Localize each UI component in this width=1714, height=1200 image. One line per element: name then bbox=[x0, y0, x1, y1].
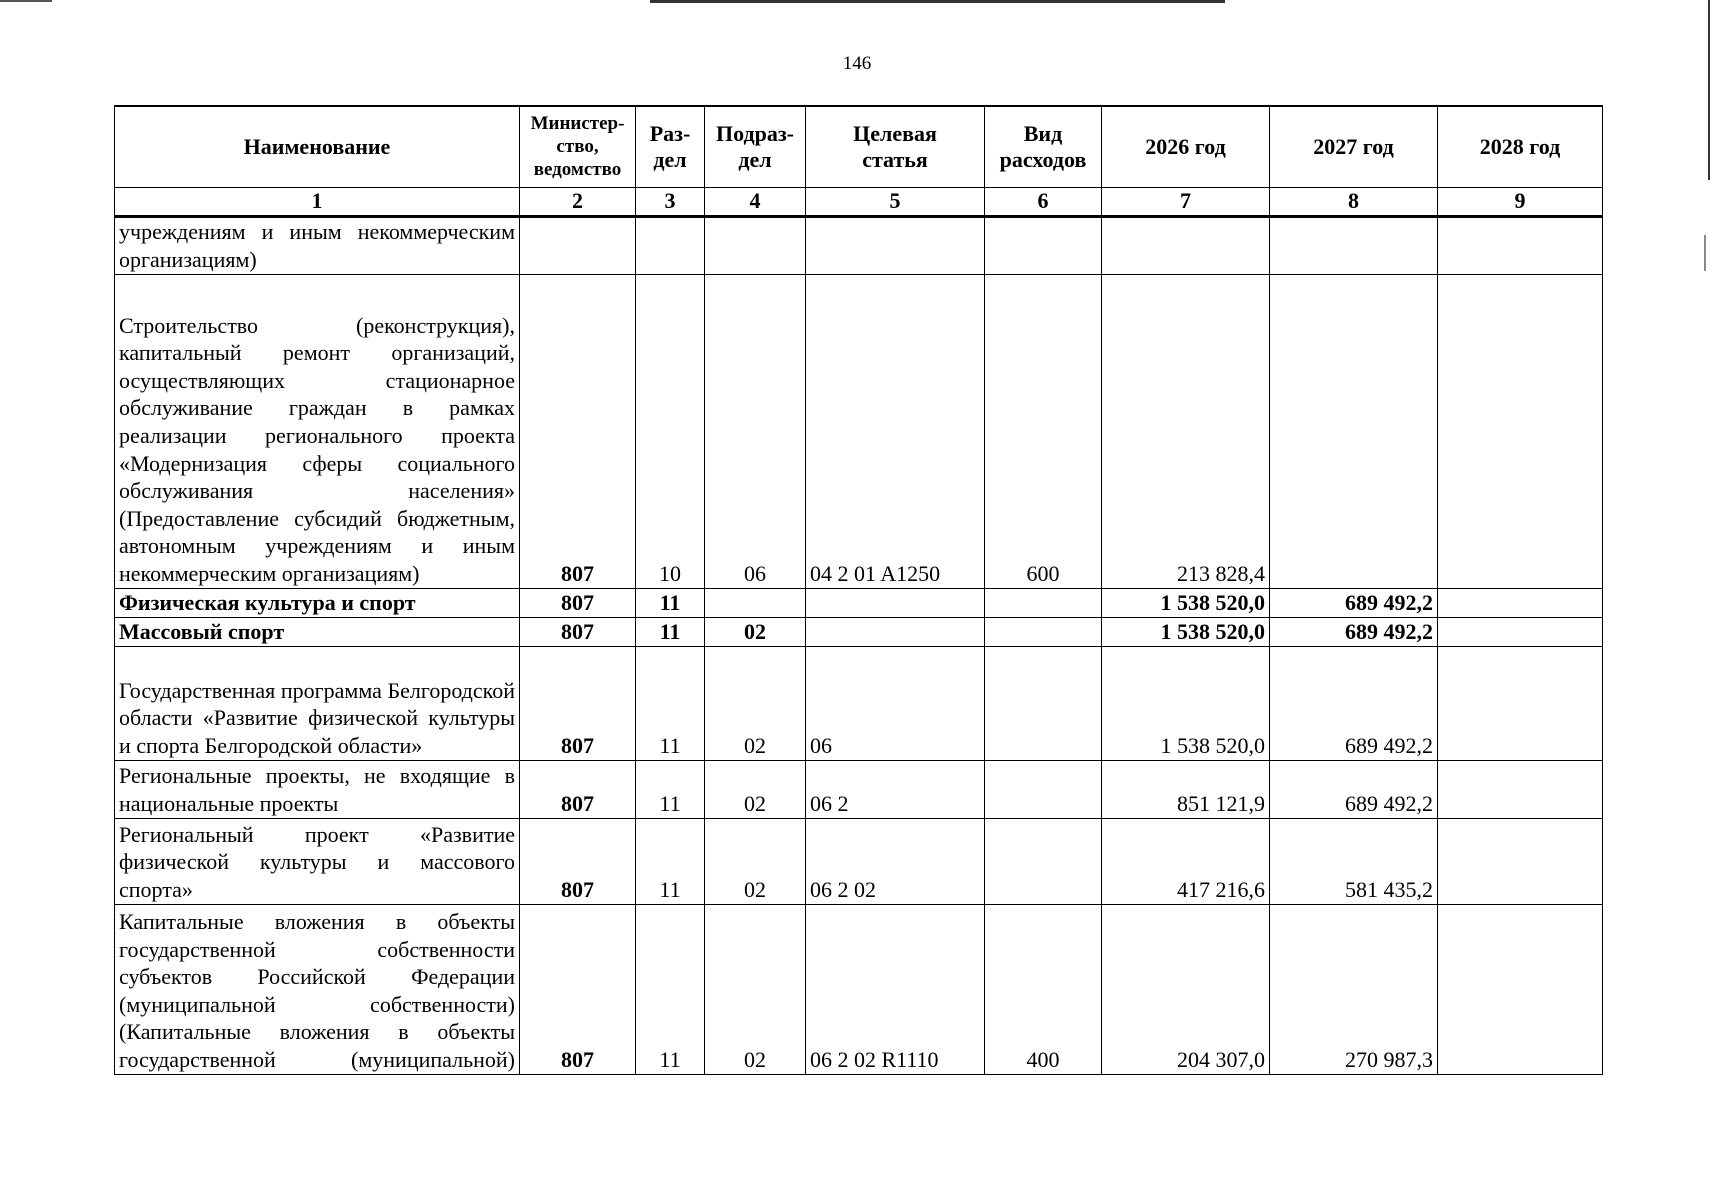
row-year-2026: 1 538 520,0 bbox=[1102, 588, 1270, 617]
column-number: 6 bbox=[985, 187, 1102, 216]
column-number: 1 bbox=[115, 187, 520, 216]
row-name: Массовый спорт bbox=[115, 617, 520, 646]
row-section: 10 bbox=[636, 274, 705, 588]
table-row bbox=[115, 617, 1603, 646]
row-year-2028 bbox=[1438, 274, 1603, 588]
row-ministry: 807 bbox=[520, 904, 636, 1074]
row-year-2026 bbox=[1102, 216, 1270, 274]
row-expense-kind bbox=[985, 588, 1102, 617]
row-subsection: 06 bbox=[705, 274, 806, 588]
row-section: 11 bbox=[636, 904, 705, 1074]
header-name: Наименование bbox=[115, 106, 520, 187]
header-year-2027: 2027 год bbox=[1270, 106, 1438, 187]
row-year-2028 bbox=[1438, 216, 1603, 274]
row-target-article bbox=[806, 617, 985, 646]
row-target-article: 06 2 02 R1110 bbox=[806, 904, 985, 1074]
row-year-2027: 689 492,2 bbox=[1270, 760, 1438, 818]
header-row bbox=[115, 106, 1603, 187]
row-expense-kind bbox=[985, 818, 1102, 904]
row-target-article: 06 bbox=[806, 646, 985, 760]
row-target-article: 04 2 01 A1250 bbox=[806, 274, 985, 588]
row-year-2026: 204 307,0 bbox=[1102, 904, 1270, 1074]
row-year-2026: 1 538 520,0 bbox=[1102, 646, 1270, 760]
row-year-2026: 417 216,6 bbox=[1102, 818, 1270, 904]
row-ministry bbox=[520, 216, 636, 274]
row-year-2027: 689 492,2 bbox=[1270, 646, 1438, 760]
row-subsection bbox=[705, 216, 806, 274]
row-section: 11 bbox=[636, 760, 705, 818]
row-name: Капитальные вложения в объекты государственной собственности субъектов Российской Федерации (муниципальной собственности) (Капитальные вложения в объекты государственной (муниципальной) bbox=[115, 904, 520, 1074]
table-row bbox=[115, 274, 1603, 588]
row-year-2028 bbox=[1438, 760, 1603, 818]
header-expense-kind: Вид расходов bbox=[985, 106, 1102, 187]
row-year-2027 bbox=[1270, 216, 1438, 274]
table-row bbox=[115, 760, 1603, 818]
row-subsection: 02 bbox=[705, 617, 806, 646]
row-year-2026: 1 538 520,0 bbox=[1102, 617, 1270, 646]
row-subsection bbox=[705, 588, 806, 617]
table-row bbox=[115, 904, 1603, 1074]
header-ministry: Министер- ство, ведомство bbox=[520, 106, 636, 187]
row-section: 11 bbox=[636, 646, 705, 760]
header-section: Раз- дел bbox=[636, 106, 705, 187]
column-number: 2 bbox=[520, 187, 636, 216]
row-section bbox=[636, 216, 705, 274]
column-number-row bbox=[115, 187, 1603, 216]
row-target-article bbox=[806, 588, 985, 617]
scan-artifact-line bbox=[0, 0, 52, 2]
column-number: 9 bbox=[1438, 187, 1603, 216]
budget-table bbox=[114, 105, 1603, 1075]
row-ministry: 807 bbox=[520, 274, 636, 588]
column-number: 5 bbox=[806, 187, 985, 216]
page-number: 146 bbox=[842, 53, 872, 74]
row-ministry: 807 bbox=[520, 588, 636, 617]
table-row bbox=[115, 588, 1603, 617]
row-expense-kind: 600 bbox=[985, 274, 1102, 588]
row-year-2028 bbox=[1438, 646, 1603, 760]
row-name: Региональный проект «Развитие физической культуры и массового спорта» bbox=[115, 818, 520, 904]
row-year-2027: 270 987,3 bbox=[1270, 904, 1438, 1074]
row-subsection: 02 bbox=[705, 904, 806, 1074]
row-ministry: 807 bbox=[520, 760, 636, 818]
row-year-2027: 689 492,2 bbox=[1270, 588, 1438, 617]
header-year-2026: 2026 год bbox=[1102, 106, 1270, 187]
column-number: 4 bbox=[705, 187, 806, 216]
row-year-2028 bbox=[1438, 588, 1603, 617]
row-ministry: 807 bbox=[520, 617, 636, 646]
row-name: Строительство (реконструкция), капитальный ремонт организаций, осуществляющих стационарное обслуживание граждан в рамках реализации регионального проекта «Модернизация сферы социального обслуживания населения» (Предоставление субсидий бюджетным, автономным учреждениям и иным некоммерческим организациям) bbox=[115, 274, 520, 588]
header-target-article: Целевая статья bbox=[806, 106, 985, 187]
row-expense-kind bbox=[985, 617, 1102, 646]
row-year-2027: 689 492,2 bbox=[1270, 617, 1438, 646]
row-year-2027: 581 435,2 bbox=[1270, 818, 1438, 904]
row-year-2026: 213 828,4 bbox=[1102, 274, 1270, 588]
row-ministry: 807 bbox=[520, 646, 636, 760]
row-target-article: 06 2 02 bbox=[806, 818, 985, 904]
row-section: 11 bbox=[636, 617, 705, 646]
row-target-article bbox=[806, 216, 985, 274]
row-year-2028 bbox=[1438, 818, 1603, 904]
scan-artifact-line bbox=[650, 0, 1225, 3]
row-section: 11 bbox=[636, 588, 705, 617]
row-section: 11 bbox=[636, 818, 705, 904]
row-ministry: 807 bbox=[520, 818, 636, 904]
column-number: 3 bbox=[636, 187, 705, 216]
table-row bbox=[115, 818, 1603, 904]
row-year-2026: 851 121,9 bbox=[1102, 760, 1270, 818]
row-expense-kind bbox=[985, 760, 1102, 818]
row-subsection: 02 bbox=[705, 646, 806, 760]
table-row bbox=[115, 646, 1603, 760]
column-number: 7 bbox=[1102, 187, 1270, 216]
header-subsection: Подраз- дел bbox=[705, 106, 806, 187]
row-name: Государственная программа Белгородской области «Развитие физической культуры и спорта Белгородской области» bbox=[115, 646, 520, 760]
row-year-2027 bbox=[1270, 274, 1438, 588]
column-number: 8 bbox=[1270, 187, 1438, 216]
row-expense-kind bbox=[985, 216, 1102, 274]
header-year-2028: 2028 год bbox=[1438, 106, 1603, 187]
row-name: Физическая культура и спорт bbox=[115, 588, 520, 617]
scan-artifact-line bbox=[1708, 0, 1710, 180]
row-name: Региональные проекты, не входящие в национальные проекты bbox=[115, 760, 520, 818]
row-year-2028 bbox=[1438, 904, 1603, 1074]
row-name: учреждениям и иным некоммерческим организациям) bbox=[115, 216, 520, 274]
row-expense-kind bbox=[985, 646, 1102, 760]
scan-artifact-mark bbox=[1704, 235, 1706, 271]
row-expense-kind: 400 bbox=[985, 904, 1102, 1074]
table-row bbox=[115, 216, 1603, 274]
row-subsection: 02 bbox=[705, 760, 806, 818]
row-year-2028 bbox=[1438, 617, 1603, 646]
row-subsection: 02 bbox=[705, 818, 806, 904]
row-target-article: 06 2 bbox=[806, 760, 985, 818]
